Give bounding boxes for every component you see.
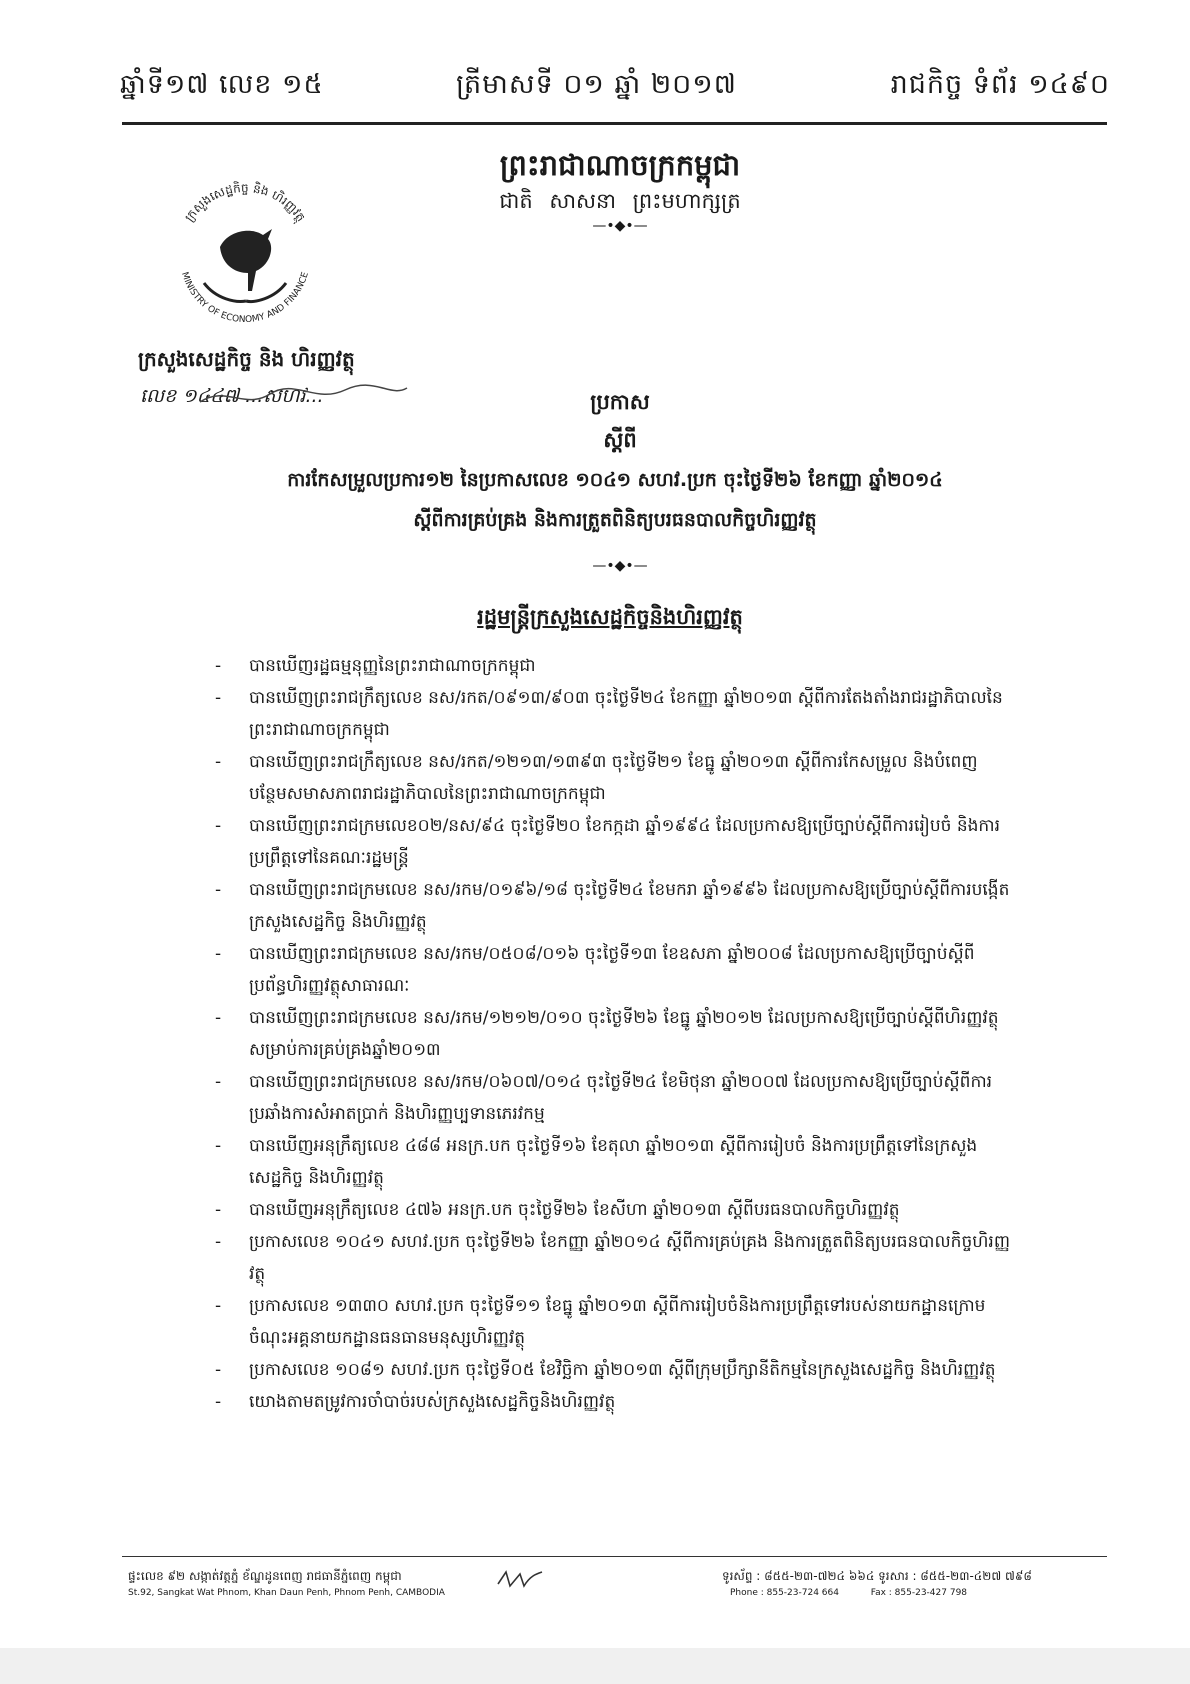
subject-label: ស្តីពី — [603, 428, 637, 452]
recitals-list — [215, 650, 1015, 1418]
ornament-divider: —•◆•— — [592, 218, 648, 234]
reference-number: លេខ ១៤៤៧ ...សហវ... — [140, 385, 324, 407]
recital-item: - បានឃើញព្រះរាជក្រមលេខ នស/រកម/១២១២/០១០ ចុះថ្ងៃទី២៦ ខែធ្នូ ឆ្នាំ២០១២ ដែលប្រកាសឱ្យប្រើច្បាប់ស្តីពីហិរញ្ញវត្ថុសម្រាប់ការគ្រប់គ្រងឆ្នាំ២០១៣ — [215, 1002, 1015, 1066]
recital-item: - បានឃើញព្រះរាជក្រឹត្យលេខ នស/រកត/១២១៣/១៣៩៣ ចុះថ្ងៃទី២១ ខែធ្នូ ឆ្នាំ២០១៣ ស្តីពីការកែសម្រួល និងបំពេញបន្ថែមសមាសភាពរាជរដ្ឋាភិបាលនៃព្រះរាជាណាចក្រកម្ពុជា — [215, 746, 1015, 810]
volume-issue: ឆ្នាំទី១៧ លេខ ១៥ — [120, 69, 324, 100]
footer-address-km: ផ្ទះលេខ ៩២ សង្កាត់វត្តភ្នំ ខ័ណ្ឌដូនពេញ រាជធានីភ្នំពេញ កម្ពុជា — [128, 1569, 402, 1583]
subject-line-2: ស្តីពីការគ្រប់គ្រង និងការត្រួតពិនិត្យបរធនបាលកិច្ចហិរញ្ញវត្ថុ — [413, 509, 817, 531]
minister-title: រដ្ឋមន្ត្រីក្រសួងសេដ្ឋកិច្ចនិងហិរញ្ញវត្ថុ — [477, 605, 743, 629]
svg-text:MINISTRY OF ECONOMY AND FINANC — [179, 271, 311, 325]
national-motto: ជាតិ សាសនា ព្រះមហាក្សត្រ — [499, 189, 741, 213]
seal-text-km: ក្រសួងសេដ្ឋកិច្ច និង ហិរញ្ញវត្ថុ — [181, 180, 309, 225]
kingdom-heading: ព្រះរាជាណាចក្រកម្ពុជា — [499, 148, 741, 182]
recital-item: - បានឃើញរដ្ឋធម្មនុញ្ញនៃព្រះរាជាណាចក្រកម្ពុជា — [215, 650, 1015, 682]
ministry-name: ក្រសួងសេដ្ឋកិច្ច និង ហិរញ្ញវត្ថុ — [138, 347, 355, 371]
recital-item: - បានឃើញព្រះរាជក្រមលេខ នស/រកម/០៥០៨/០១៦ ចុះថ្ងៃទី១៣ ខែឧសភា ឆ្នាំ២០០៨ ដែលប្រកាសឱ្យប្រើច្បាប់ស្តីពីប្រព័ន្ធហិរញ្ញវត្ថុសាធារណៈ — [215, 938, 1015, 1002]
recital-item: - ប្រកាសលេខ ១០៨១ សហវ.ប្រក ចុះថ្ងៃទី០៥ ខែវិច្ឆិកា ឆ្នាំ២០១៣ ស្តីពីក្រុមប្រឹក្សានីតិកម្មនៃក្រសួងសេដ្ឋកិច្ច និងហិរញ្ញវត្ថុ — [215, 1354, 1015, 1386]
footer-address-en: St.92, Sangkat Wat Phnom, Khan Daun Penh, Phnom Penh, CAMBODIA — [128, 1588, 445, 1598]
recital-item: - បានឃើញព្រះរាជក្រមលេខ នស/រកម/០១៩៦/១៨ ចុះថ្ងៃទី២៤ ខែមករា ឆ្នាំ១៩៩៦ ដែលប្រកាសឱ្យប្រើច្បាប់ស្តីពីការបង្កើតក្រសួងសេដ្ឋកិច្ច និងហិរញ្ញវត្ថុ — [215, 874, 1015, 938]
recital-item: - បានឃើញព្រះរាជក្រមលេខ នស/រកម/០៦០៧/០១៤ ចុះថ្ងៃទី២៤ ខែមិថុនា ឆ្នាំ២០០៧ ដែលប្រកាសឱ្យប្រើច្បាប់ស្តីពីការប្រឆាំងការសំអាតប្រាក់ និងហិរញ្ញប្បទានភេរវកម្ម — [215, 1066, 1015, 1130]
quarter: ត្រីមាសទី ០១ ឆ្នាំ ២០១៧ — [456, 69, 737, 100]
footer-contact-en — [730, 1588, 967, 1598]
seal-text-en: MINISTRY OF ECONOMY AND FINANCE — [179, 270, 311, 326]
recital-item: - បានឃើញអនុក្រឹត្យលេខ ៤៨៨ អនក្រ.បក ចុះថ្ងៃទី១៦ ខែតុលា ឆ្នាំ២០១៣ ស្តីពីការរៀបចំ និងការប្រព្រឹត្តទៅនៃក្រសួងសេដ្ឋកិច្ច និងហិរញ្ញវត្ថុ — [215, 1130, 1015, 1194]
subject-line-1: ការកែសម្រួលប្រការ១២ នៃប្រកាសលេខ ១០៤១ សហវ.ប្រក ចុះថ្ងៃទី២៦ ខែកញ្ញា ឆ្នាំ២០១៤ — [287, 469, 943, 491]
recital-item: - ប្រកាសលេខ ១០៤១ សហវ.ប្រក ចុះថ្ងៃទី២៦ ខែកញ្ញា ឆ្នាំ២០១៤ ស្តីពីការគ្រប់គ្រង និងការត្រួតពិនិត្យបរធនបាលកិច្ចហិរញ្ញវត្ថុ — [215, 1226, 1015, 1290]
ornament-divider-2: —•◆•— — [592, 558, 648, 574]
gazette-page-number: រាជកិច្ច ទំព័រ ១៤៩០ — [890, 69, 1110, 100]
scan-margin — [0, 1648, 1190, 1684]
svg-text:ក្រសួងសេដ្ឋកិច្ច និង ហិរញ្ញវត្ — [182, 180, 308, 226]
header-divider — [122, 122, 1107, 125]
recital-item: - បានឃើញអនុក្រឹត្យលេខ ៤៧៦ អនក្រ.បក ចុះថ្ងៃទី២៦ ខែសីហា ឆ្នាំ២០១៣ ស្តីពីបរធនបាលកិច្ចហិរញ្ញវត្ថុ — [215, 1194, 1015, 1226]
handwritten-signature-icon — [195, 380, 415, 414]
recital-item: - បានឃើញព្រះរាជក្រមលេខ០២/នស/៩៤ ចុះថ្ងៃទី២០ ខែកក្កដា ឆ្នាំ១៩៩៤ ដែលប្រកាសឱ្យប្រើច្បាប់ស្តីពីការរៀបចំ និងការប្រព្រឹត្តទៅនៃគណៈរដ្ឋមន្ត្រី — [215, 810, 1015, 874]
recital-item: - បានឃើញព្រះរាជក្រឹត្យលេខ នស/រកត/០៩១៣/៩០៣ ចុះថ្ងៃទី២៤ ខែកញ្ញា ឆ្នាំ២០១៣ ស្តីពីការតែងតាំងរាជរដ្ឋាភិបាលនៃព្រះរាជាណាចក្រកម្ពុជា — [215, 682, 1015, 746]
initial-mark-icon — [494, 1566, 546, 1592]
recital-item: - ប្រកាសលេខ ១៣៣០ សហវ.ប្រក ចុះថ្ងៃទី១១ ខែធ្នូ ឆ្នាំ២០១៣ ស្តីពីការរៀបចំនិងការប្រព្រឹត្តទៅរបស់នាយកដ្ឋានក្រោមចំណុះអគ្គនាយកដ្ឋានធនធានមនុស្សហិរញ្ញវត្ថុ — [215, 1290, 1015, 1354]
recital-item: - យោងតាមតម្រូវការចាំបាច់របស់ក្រសួងសេដ្ឋកិច្ចនិងហិរញ្ញវត្ថុ — [215, 1386, 1015, 1418]
gazette-header — [120, 68, 1110, 112]
footer-phone: Phone : 855-23-724 664 — [730, 1588, 839, 1598]
document-type: ប្រកាស — [590, 390, 650, 414]
footer-contact-km: ទូរស័ព្ទ : ៨៥៥-២៣-៧២៤ ៦៦៤ ទូរសារ : ៨៥៥-២៣-៤២៧ ៧៩៨ — [722, 1569, 1032, 1583]
footer-fax: Fax : 855-23-427 798 — [870, 1588, 968, 1598]
footer-divider — [122, 1556, 1107, 1557]
ministry-seal-icon — [160, 175, 330, 330]
